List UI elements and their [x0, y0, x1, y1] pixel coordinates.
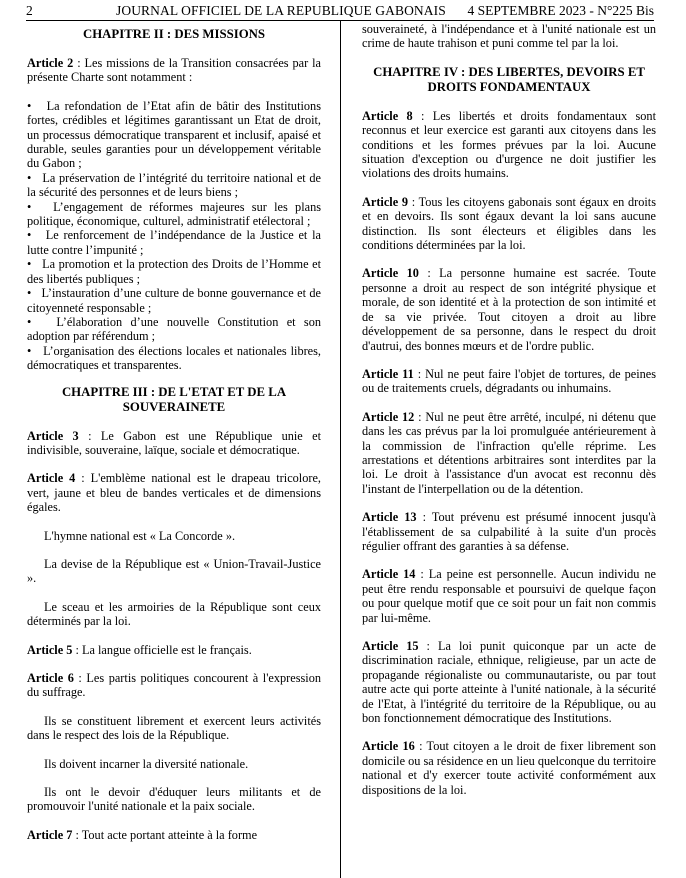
article-9: Article 9 : Tous les citoyens gabonais sont égaux en droits et en devoirs. Ils sont égaux devant la loi sans aucune distinction. Ils sont électeurs et éligibles dans les conditions déterminées par la loi. — [362, 194, 656, 253]
list-item: • L’engagement de réformes majeures sur les plans politique, économique, culturel, administratif etélectoral ; — [27, 199, 322, 229]
article-4-motto: La devise de la République est « Union-Travail-Justice ». — [27, 556, 321, 586]
article-3: Article 3 : Le Gabon est une République unie et indivisible, souveraine, laïque, sociale et démocratique. — [27, 428, 321, 457]
article-10: Article 10 : La personne humaine est sacrée. Toute personne a droit au respect de son intégrité physique et morale, de son identité et à la protection de son intimité et de sa vie privée. Tout citoyen a droit au libre développement de sa personne, dans le respect du droit d'autrui, des bonnes mœurs et de l'ordre public. — [362, 266, 656, 353]
chapter-4-title: CHAPITRE IV : DES LIBERTES, DEVOIRS ET DROITS FONDAMENTAUX — [373, 64, 645, 94]
list-item: • La préservation de l’intégrité du territoire national et de la sécurité des personnes et de leurs biens ; — [27, 170, 321, 200]
page-header — [26, 2, 654, 21]
list-item: • L’instauration d’une culture de bonne gouvernance et de citoyenneté responsable ; — [27, 286, 321, 315]
column-divider — [340, 21, 341, 878]
article-4-anthem: L'hymne national est « La Concorde ». — [44, 528, 236, 543]
list-item: • L’élaboration d’une nouvelle Constitution et son adoption par référendum ; — [27, 314, 321, 344]
article-6-p4: Ils ont le devoir d'éduquer leurs militants et de promouvoir l'unité nationale et la paix sociale. — [27, 785, 321, 814]
article-5: Article 5 : La langue officielle est le français. — [27, 642, 252, 657]
article-4-seal: Le sceau et les armoiries de la République sont ceux déterminés par la loi. — [27, 599, 321, 629]
article-11: Article 11 : Nul ne peut faire l'objet de tortures, de peines ou de traitements cruels, dégradants ou inhumains. — [362, 366, 657, 396]
article-4: Article 4 : L'emblème national est le drapeau tricolore, vert, jaune et bleu de bandes verticales et de dimensions égales. — [27, 471, 321, 515]
chapter-3-title: CHAPITRE III : DE L'ETAT ET DE LA SOUVERAINETE — [61, 384, 287, 414]
chapter-2-title: CHAPITRE II : DES MISSIONS — [82, 27, 266, 41]
article-7-continued: souveraineté, à l'indépendance et à l'unité nationale est un crime de haute trahison et puni comme tel par la loi. — [362, 22, 656, 51]
list-item: • Le renforcement de l’indépendance de la Justice et la lutte contre l’impunité ; — [27, 228, 321, 257]
article-13: Article 13 : Tout prévenu est présumé innocent jusqu'à l'établissement de sa culpabilité à la suite d'un procès régulier offrant des garanties à sa défense. — [362, 510, 656, 553]
article-14: Article 14 : La peine est personnelle. Aucun individu ne peut être rendu responsable et poursuivi de quelque façon ou pour quelque motif que ce soit pour un fait non commis par lui-même. — [362, 567, 656, 625]
article-7: Article 7 : Tout acte portant atteinte à la forme — [27, 827, 258, 842]
article-6-p2: Ils se constituent librement et exercent leurs activités dans le respect des lois de la République. — [27, 713, 321, 743]
article-12: Article 12 : Nul ne peut être arrêté, inculpé, ni détenu que dans les cas prévus par la loi promulguée antérieurement à la commission de l'infraction qu'elle réprime. Les arrestations et détentions arbitraires sont interdites par la loi. Le droit à l'assistance d'un avocat est reconnu dès l'instant de l'interpellation ou de la détention. — [362, 409, 656, 496]
article-text: : Les missions de la Transition consacrées par la présente Charte sont notamment : — [27, 56, 322, 85]
article-15: Article 15 : La loi punit quiconque par un acte de discrimination raciale, ethnique, religieuse, par un acte de propagande régionaliste ou communautariste, ou par tout autre acte qui porte atteinte à l'unité nationale, à la sécurité de l'Etat, à l'intégrité du territoire de la République, ou au bon fonctionnement démocratique des Institutions. — [362, 639, 656, 726]
article-6-p3: Ils doivent incarner la diversité nationale. — [44, 756, 249, 771]
missions-list — [27, 99, 321, 373]
issue-date: 4 SEPTEMBRE 2023 - N°225 Bis — [467, 3, 654, 18]
list-item: • La refondation de l’Etat afin de bâtir des Institutions fortes, crédibles et légitimes garantissant un Etat de droit, un processus démocratique transparent et inclusif, apaisé et durable, seules garanties pour un développement véritable du Gabon ; — [27, 98, 321, 171]
right-column — [362, 22, 656, 797]
list-item: • L’organisation des élections locales et nationales libres, démocratiques et transparentes. — [27, 343, 321, 373]
article-8: Article 8 : Les libertés et droits fondamentaux sont reconnus et leur exercice est garanti aux citoyens dans les conditions et les formes prévues par la loi. Aucune situation d'exception ou d'urgence ne doit justifier les violations des droits humains. — [362, 108, 657, 181]
page-number: 2 — [26, 3, 33, 18]
journal-title: JOURNAL OFFICIEL DE LA REPUBLIQUE GABONAIS — [116, 3, 446, 18]
article-label: Article 2 — [27, 56, 74, 70]
article-16: Article 16 : Tout citoyen a le droit de fixer librement son domicile ou sa résidence en un lieu quelconque du territoire national et d'y exercer toute activité conformément aux dispositions de la loi. — [362, 739, 657, 797]
article-2 — [27, 56, 321, 85]
left-column — [27, 22, 321, 842]
list-item: • La promotion et la protection des Droits de l’Homme et des libertés publiques ; — [27, 257, 321, 286]
article-6: Article 6 : Les partis politiques concourent à l'expression du suffrage. — [27, 671, 322, 700]
